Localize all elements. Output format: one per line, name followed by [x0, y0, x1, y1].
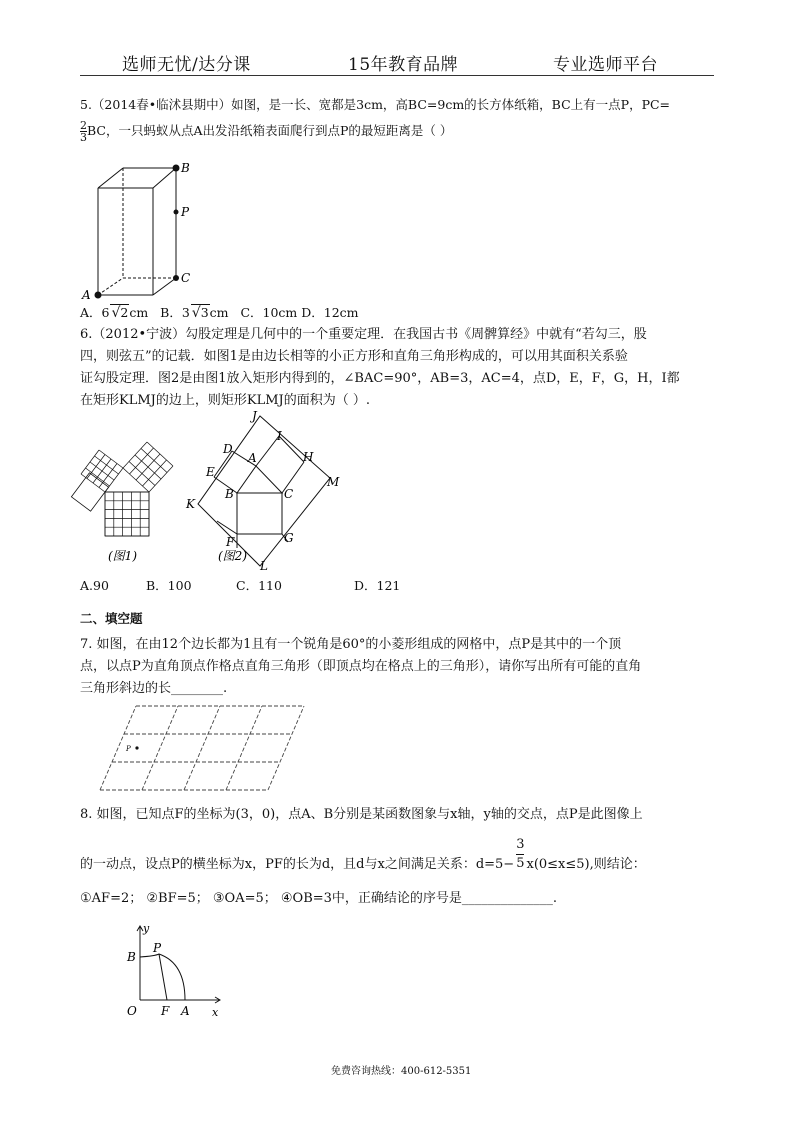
q6-figure1-grids [80, 436, 170, 566]
label-b: B [181, 161, 190, 175]
label-k: K [186, 497, 195, 511]
label-h: H [303, 450, 314, 464]
label-e: E [206, 465, 215, 479]
rect-klmj [198, 416, 330, 566]
section-title: 二、填空题 [80, 611, 143, 626]
grid-line [226, 706, 262, 790]
grid-line [135, 455, 161, 479]
grid-line [81, 450, 99, 474]
q8-fraction [516, 836, 524, 873]
q5-option-b-prefix: B．3 [160, 305, 190, 320]
label-f: F [226, 535, 235, 549]
label-p: P [153, 941, 162, 955]
sqrt-sign: √ [111, 305, 121, 321]
grid-line [93, 459, 111, 483]
label-a: A [82, 288, 91, 302]
q5-option-b-unit: cm [209, 305, 229, 320]
header-center: 15年教育品牌 [348, 55, 459, 75]
fig1-caption: (图1) [108, 549, 137, 563]
triangle-abc [237, 466, 282, 493]
q8-line2-post: x(0≤x≤5),则结论： [526, 857, 646, 872]
q6-option-b: B．100 [146, 578, 192, 593]
label-g: G [284, 531, 294, 545]
header-right: 专业选师平台 [553, 55, 658, 75]
q8-line3: ①AF=2； ②BF=5； ③OA=5； ④OB=3中，正确结论的序号是______________. [80, 891, 558, 906]
q5-option-a-unit: cm [129, 305, 149, 320]
q5-option-a-radicand [110, 304, 129, 320]
label-f: F [161, 1004, 170, 1018]
q5-line1: 5.（2014春•临沭县期中）如图，是一长、宽都是3cm，高BC=9cm的长方体纸箱，BC上有一点P，PC= [80, 97, 671, 112]
q8-line2-pre: 的一动点，设点P的横坐标为x，PF的长为d，且d与x之间满足关系：d=5− [80, 857, 515, 872]
label-o: O [127, 1004, 137, 1018]
grid-line [142, 706, 178, 790]
q5-options [80, 306, 359, 320]
q7-line3: 三角形斜边的长________. [80, 681, 228, 696]
q6-line2: 四，则弦五”的记载．如图1是由边长相等的小正方形和直角三角形构成的，可以用其面积关系验 [80, 349, 628, 364]
grid-line [99, 450, 123, 468]
label-i: I [277, 429, 282, 443]
footer-hotline: 免费咨询热线：400-612-5351 [331, 1066, 472, 1077]
label-y: y [143, 922, 150, 935]
label-c: C [284, 487, 294, 501]
q5-option-b-rad: 3 [200, 305, 209, 320]
point-b [173, 165, 180, 172]
q6-line3: 证勾股定理．图2是由图1放入矩形内得到的，∠BAC=90°，AB=3，AC=4，点D，E，F，G，H，I都 [80, 371, 680, 386]
label-b: B [127, 950, 136, 964]
q5-option-a-prefix: A．6 [80, 305, 110, 320]
label-p: P [126, 745, 131, 753]
q5-line2: BC，一只蚂蚁从点A出发沿纸箱表面爬行到点P的最短距离是（ ） [87, 123, 453, 138]
q5-frac-den: 3 [80, 131, 87, 144]
q5-fraction [80, 120, 87, 143]
q5-option-d: D．12cm [301, 305, 359, 320]
q8-frac-den: 5 [516, 856, 525, 871]
q6-figure2 [180, 408, 350, 573]
label-c: C [181, 271, 191, 285]
q8-line1: 8. 如图，已知点F的坐标为(3，0)，点A、B分别是某函数图象与x轴，y轴的交点，点P是此图像上 [80, 807, 643, 822]
q7-line2: 点，以点P为直角顶点作格点直角三角形（即顶点均在格点上的三角形），请你写出所有可能的直角 [80, 659, 642, 674]
q6-option-a: A.90 [80, 578, 109, 593]
q6-line4: 在矩形KLMJ的边上，则矩形KLMJ的面积为（ ）. [80, 393, 370, 408]
q6-line1: 6.（2012•宁波）勾股定理是几何中的一个重要定理．在我国古书《周髀算经》中就有“若勾三，股 [80, 327, 647, 342]
q5-option-b-radicand [191, 304, 210, 320]
label-l: L [260, 559, 268, 573]
grid-line [268, 706, 304, 790]
q8-frac-num: 3 [516, 837, 525, 852]
grid-line [147, 442, 173, 466]
q5-frac-num: 2 [80, 119, 87, 132]
point-p [135, 746, 138, 749]
q8-line2-row [80, 837, 646, 883]
q8-graph [115, 918, 235, 1023]
label-d: D [223, 442, 233, 456]
grid-line [87, 455, 105, 479]
grid-line [184, 706, 220, 790]
point-a [95, 292, 102, 299]
grid-line [143, 460, 167, 486]
q5-option-a-rad: 2 [120, 305, 129, 320]
sqrt-sign: √ [191, 305, 201, 321]
q7-line1: 7. 如图，在由12个边长都为1且有一个锐角是60°的小菱形组成的网格中，点P是其中的一个顶 [80, 637, 622, 652]
q7-rhombus-grid [95, 702, 275, 797]
label-m: M [327, 475, 340, 489]
label-a: A [248, 451, 257, 465]
grid-line [141, 449, 167, 473]
label-x: x [212, 1006, 219, 1019]
point-c [173, 275, 179, 281]
fig2-caption: (图2) [218, 549, 247, 563]
label-b: B [225, 487, 234, 501]
q5-option-c: C．10cm [240, 305, 298, 320]
grid-line [149, 466, 173, 492]
square-bc [237, 493, 282, 534]
header-rule [80, 75, 714, 76]
q5-box-figure [78, 158, 198, 303]
label-j: J [252, 409, 257, 423]
segment-pf [159, 954, 167, 1000]
q6-option-c: C．110 [236, 578, 282, 593]
label-a: A [181, 1004, 190, 1018]
label-p: P [181, 205, 190, 219]
point-p [174, 210, 179, 215]
header-left: 选师无忧/达分课 [122, 55, 251, 75]
q6-option-d: D．121 [354, 578, 401, 593]
grid-line [95, 456, 119, 474]
q5-line2-row [80, 120, 452, 143]
